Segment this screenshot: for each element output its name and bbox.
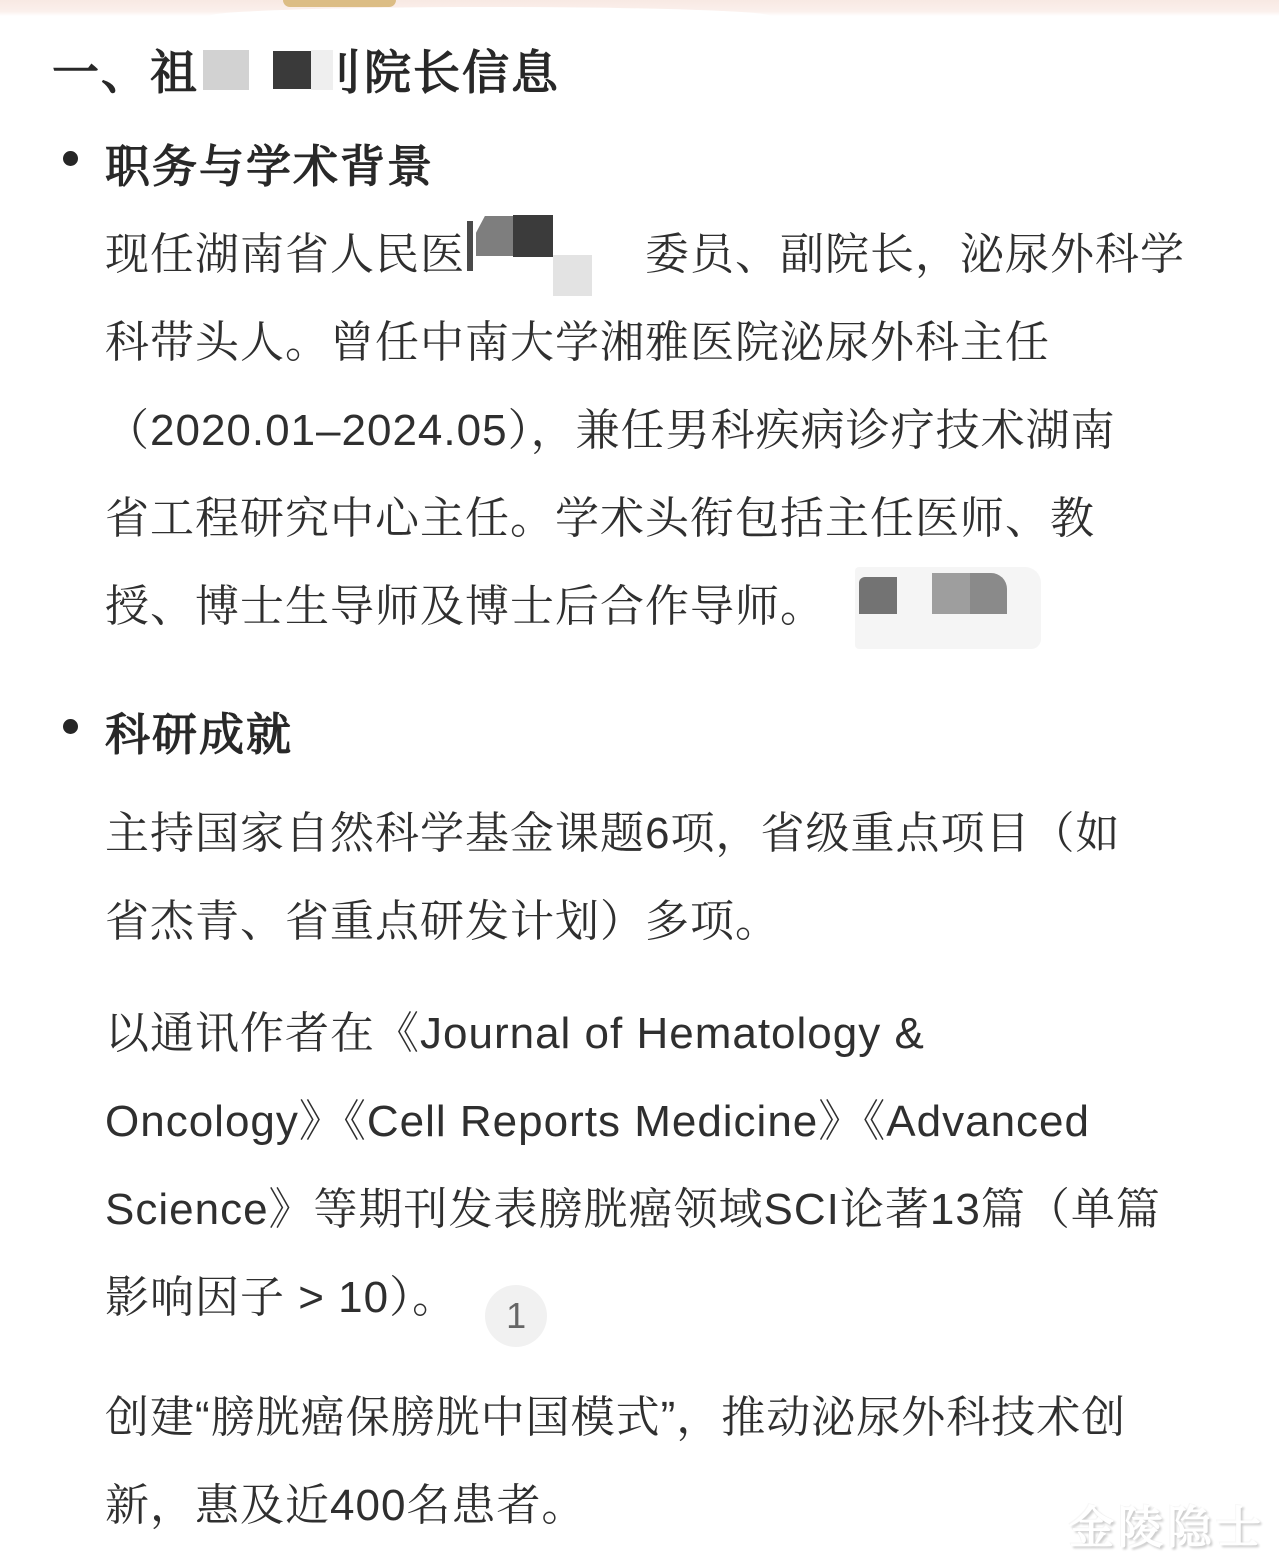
text-line: Oncology》《Cell Reports Medicine》《Advanced: [105, 1097, 1090, 1146]
gold-accent-pill: [283, 0, 396, 7]
text-line: 创建“膀胱癌保膀胱中国模式”，推动泌尿外科技术创: [105, 1393, 1127, 1442]
inline-redaction-cluster: [467, 233, 607, 277]
bullet-heading-duties-label: 职务与学术背景: [105, 141, 435, 192]
bullet-heading-research: [63, 698, 293, 763]
redaction-box-dark: [859, 577, 897, 614]
text-line: 以通讯作者在《Journal of Hematology &: [105, 1009, 925, 1058]
text-line: [105, 211, 1265, 299]
text-line: 科带头人。曾任中南大学湘雅医院泌尿外科主任: [105, 318, 1050, 367]
text-segment: 现任湖南省人民医: [105, 230, 465, 279]
page-title-prefix: 一、祖: [52, 46, 199, 99]
page-title: [52, 36, 560, 103]
text-line: 省工程研究中心主任。学术头衔包括主任医师、教: [105, 494, 1095, 543]
title-redaction-box-dark: [273, 51, 311, 89]
title-redaction-box-light: [203, 50, 249, 90]
text-line: （2020.01–2024.05），兼任男科疾病诊疗技术湖南: [105, 406, 1116, 455]
text-segment: 委员、副院长，泌尿外科学: [645, 230, 1185, 279]
paragraph-duties: [105, 211, 1265, 651]
bullet-heading-duties: [63, 130, 434, 195]
watermark: 金陵隐士: [1068, 1502, 1265, 1553]
text-segment: 授、博士生导师及博士后合作导师。: [105, 582, 825, 631]
paragraph-publications: [105, 990, 1265, 1342]
bullet-dot-icon: [63, 719, 78, 734]
text-line: Science》等期刊发表膀胱癌领域SCI论著13篇（单篇: [105, 1185, 1161, 1234]
text-line: [105, 1254, 1265, 1342]
inline-redaction-cluster-2: [855, 567, 1041, 649]
text-segment: 影响因子 > 10）。: [105, 1273, 458, 1322]
text-line: 新，惠及近400名患者。: [105, 1481, 587, 1530]
bullet-heading-research-label: 科研成就: [105, 709, 294, 760]
redaction-box-medium-2: [970, 573, 1007, 614]
citation-badge[interactable]: 1: [485, 1285, 547, 1347]
redaction-box-dark: [513, 215, 553, 257]
page-title-suffix: 刂院长信息: [315, 46, 560, 99]
top-edge-strip: [0, 0, 1279, 16]
paragraph-grants: [105, 790, 1265, 966]
text-line: 主持国家自然科学基金课题6项，省级重点项目（如: [105, 809, 1121, 858]
redaction-box-light: [553, 255, 592, 296]
redaction-box-gray: [476, 216, 513, 256]
redaction-box-medium: [932, 573, 970, 614]
bullet-dot-icon: [63, 151, 78, 166]
text-line: [105, 563, 1265, 651]
text-line: 省杰青、省重点研发计划）多项。: [105, 897, 780, 946]
redaction-stroke: [467, 221, 473, 271]
